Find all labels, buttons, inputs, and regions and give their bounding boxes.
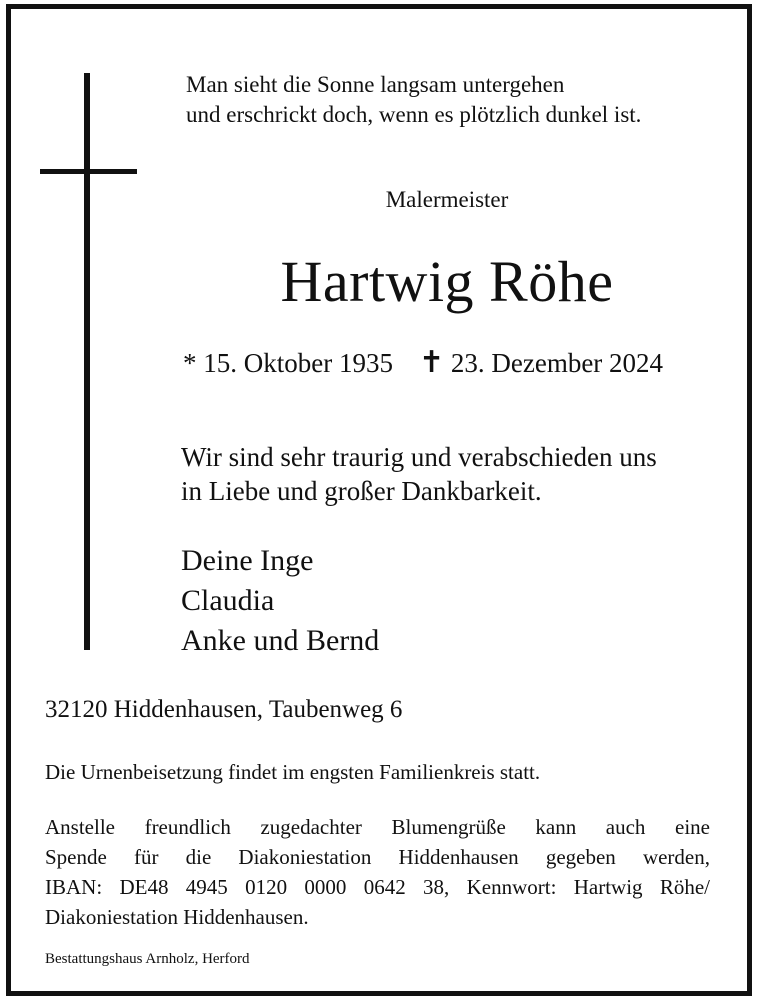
life-dates <box>183 345 663 380</box>
donation-note <box>45 812 710 932</box>
motto-line-2: und erschrickt doch, wenn es plötzlich dunkel ist. <box>186 102 642 127</box>
occupation: Malermeister <box>385 187 509 212</box>
family-address: 32120 Hiddenhausen, Taubenweg 6 <box>45 696 403 723</box>
farewell-message <box>181 440 657 508</box>
mourner: Deine Inge <box>181 544 314 577</box>
donation-line-1: Anstelle freundlich zugedachter Blumengrüße kann auch eine <box>45 815 710 839</box>
cross-icon-bar <box>40 169 137 174</box>
deceased-name: Hartwig Röhe <box>280 249 614 314</box>
farewell-line-2: in Liebe und großer Dankbarkeit. <box>181 476 542 506</box>
donation-line-3: IBAN: DE48 4945 0120 0000 0642 38, Kennwort: Hartwig Röhe/ <box>45 875 710 899</box>
motto <box>186 70 641 130</box>
farewell-line-1: Wir sind sehr traurig und verabschieden uns <box>181 442 657 472</box>
mourner: Claudia <box>181 584 275 617</box>
mourner: Anke und Bernd <box>181 624 380 657</box>
burial-note: Die Urnenbeisetzung findet im engsten Familienkreis statt. <box>45 760 541 784</box>
donation-line-2: Spende für die Diakoniestation Hiddenhausen gegeben werden, <box>45 845 710 869</box>
mourners-list <box>181 541 379 661</box>
cross-icon <box>84 73 90 650</box>
funeral-home: Bestattungshaus Arnholz, Herford <box>45 951 250 967</box>
death-date: 23. Dezember 2024 <box>450 348 664 378</box>
death-cross-icon: ✝ <box>418 346 445 379</box>
motto-line-1: Man sieht die Sonne langsam untergehen <box>186 72 565 97</box>
birth-date: * 15. Oktober 1935 <box>183 348 393 378</box>
donation-line-4: Diakoniestation Hiddenhausen. <box>45 905 309 929</box>
